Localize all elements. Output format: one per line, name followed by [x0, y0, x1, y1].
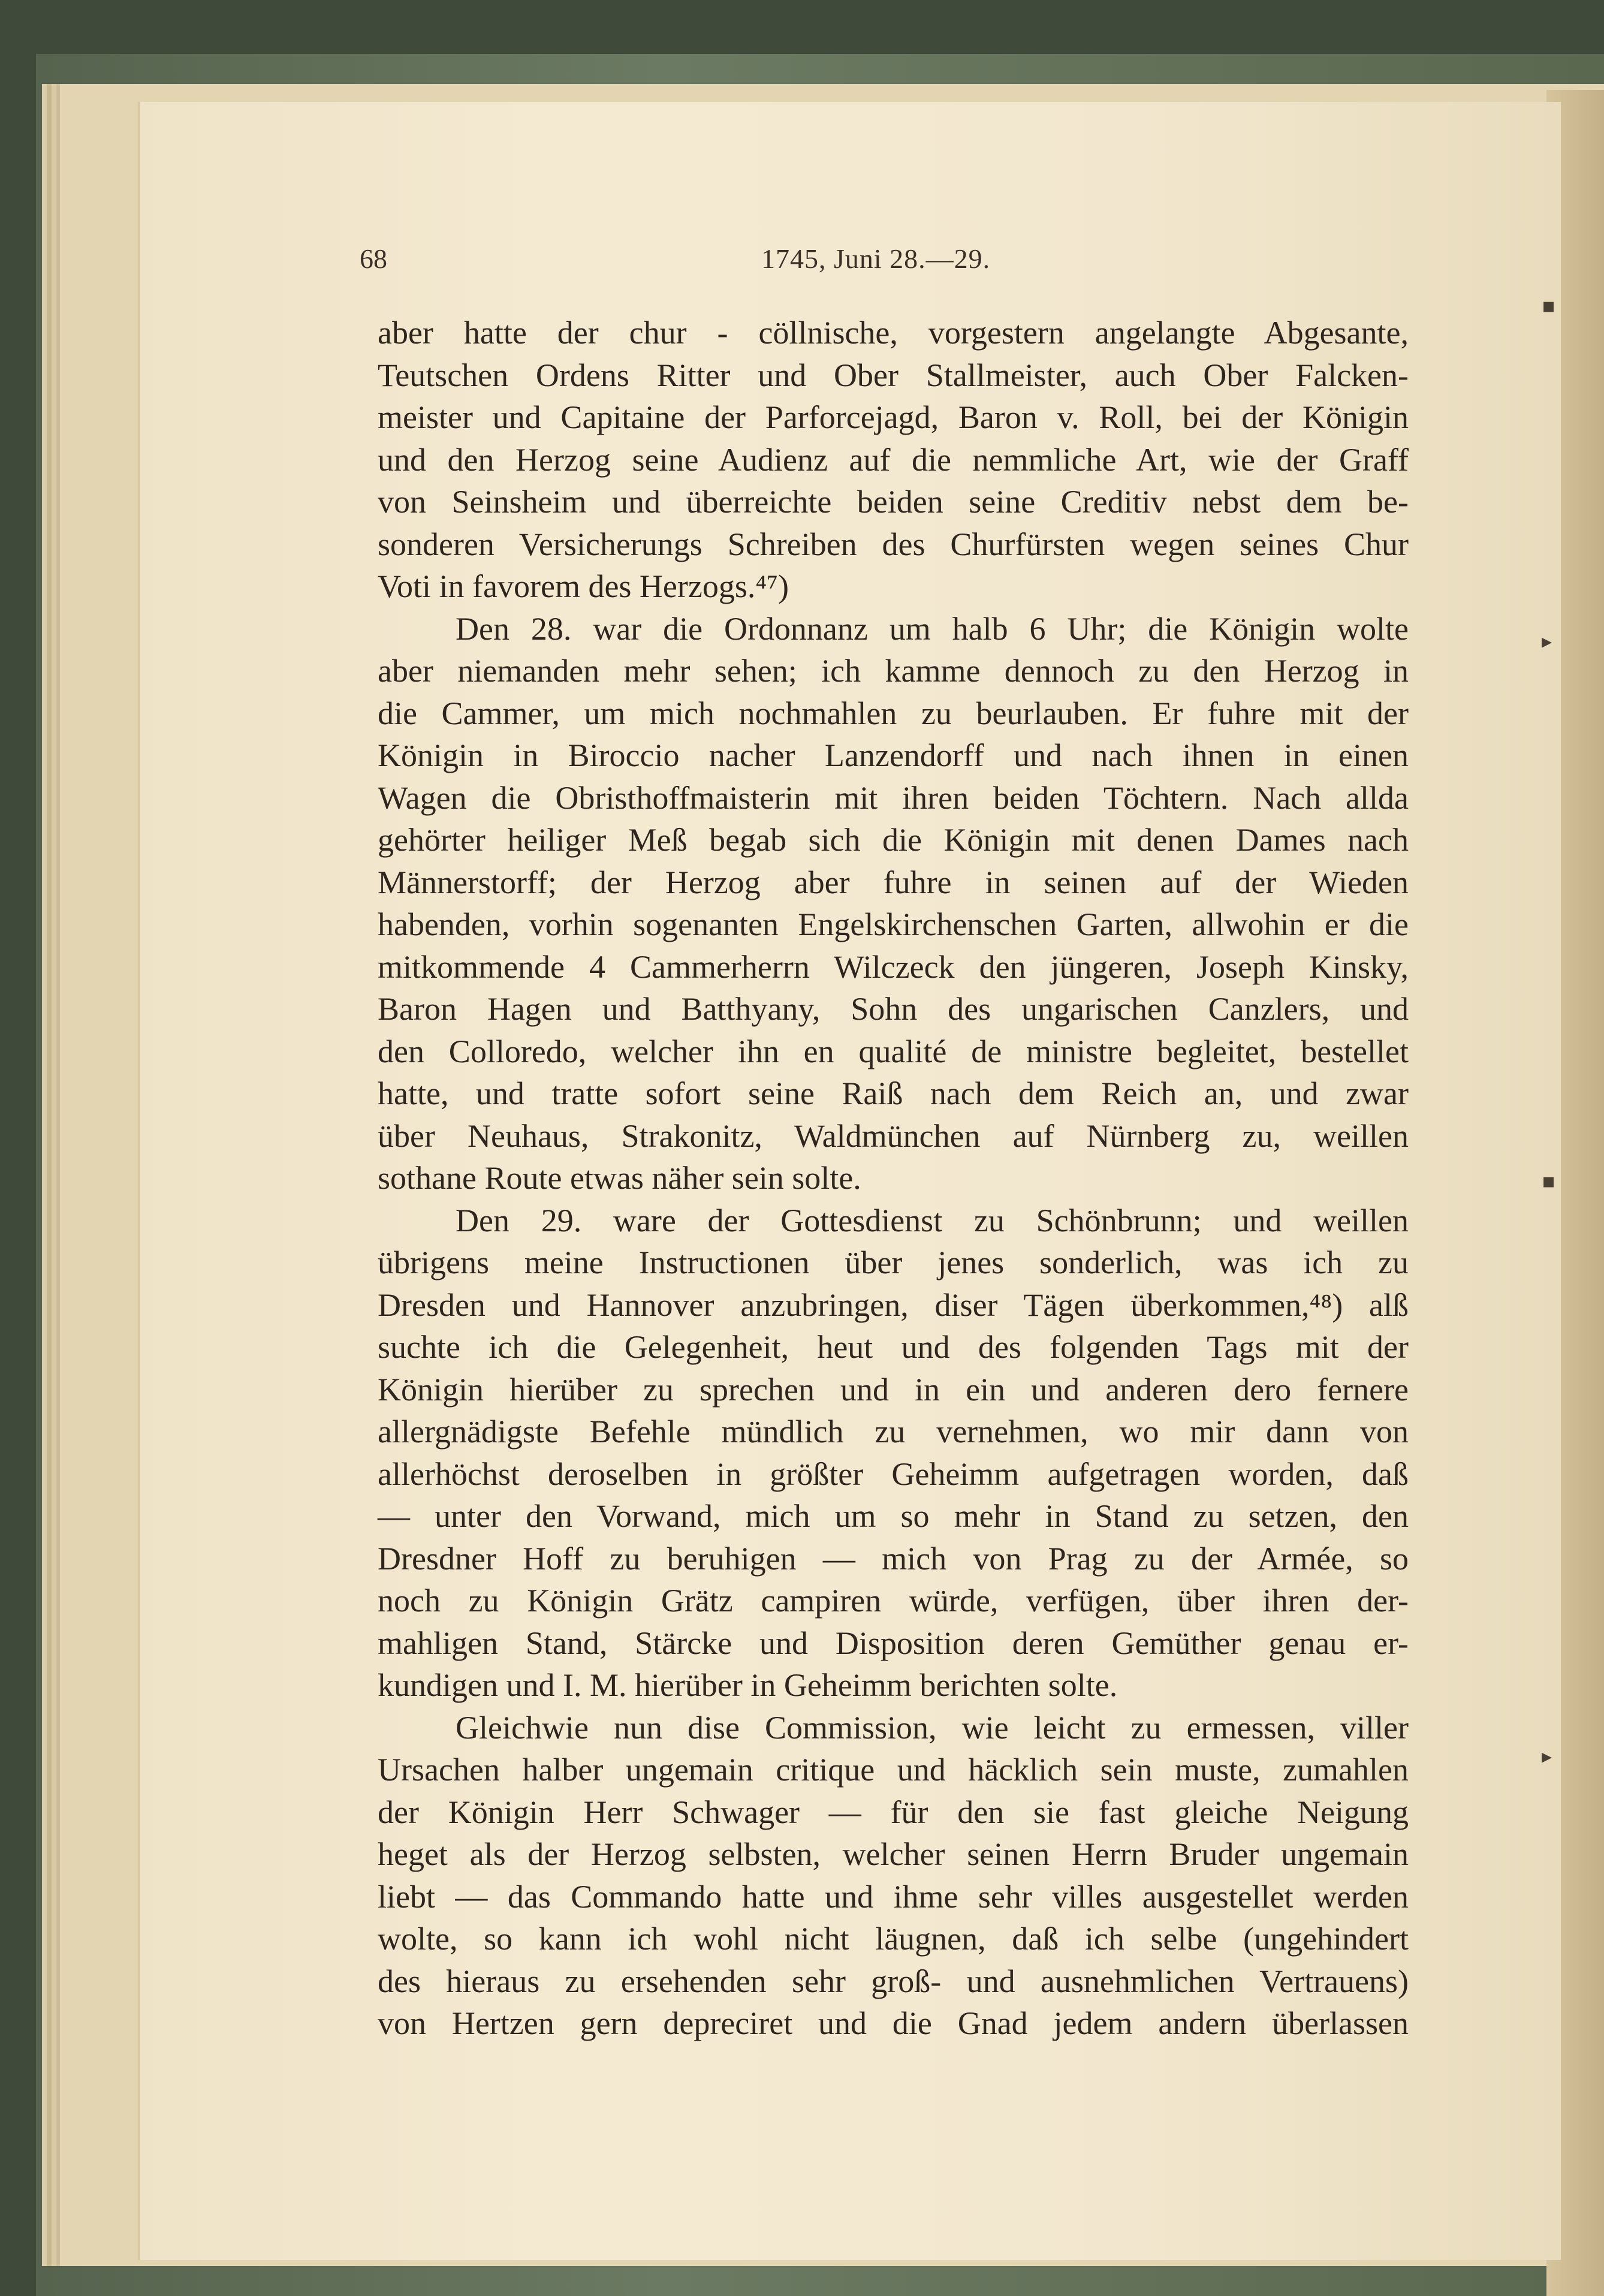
text-line: heget als der Herzog selbsten, welcher seinen Herrn Bruder ungemain	[378, 1836, 1409, 1872]
text-line: sonderen Versicherungs Schreiben des Churfürsten wegen seines Chur	[378, 526, 1409, 562]
text-line: hatte, und tratte sofort seine Raiß nach dem Reich an, und zwar	[378, 1075, 1409, 1111]
text-line: sothane Route etwas näher sein solte.	[378, 1160, 861, 1196]
text-line: Männerstorff; der Herzog aber fuhre in seinen auf der Wieden	[378, 864, 1409, 900]
text-line: liebt — das Commando hatte und ihme sehr villes ausgestellet werden	[378, 1878, 1409, 1915]
text-line: meister und Capitaine der Parforcejagd, Baron v. Roll, bei der Königin	[378, 399, 1409, 435]
text-line: — unter den Vorwand, mich um so mehr in Stand zu setzen, den	[378, 1498, 1409, 1534]
text-line: von Hertzen gern depreciret und die Gnad jedem andern überlassen	[378, 2005, 1409, 2041]
text-line: aber niemanden mehr sehen; ich kamme dennoch zu den Herzog in	[378, 653, 1409, 689]
text-line: Königin hierüber zu sprechen und in ein und anderen dero fernere	[378, 1371, 1409, 1408]
text-line: über Neuhaus, Strakonitz, Waldmünchen auf Nürnberg zu, weillen	[378, 1117, 1409, 1154]
text-line: mitkommende 4 Cammerherrn Wilczeck den jüngeren, Joseph Kinsky,	[378, 948, 1409, 985]
text-line: kundigen und I. M. hierüber in Geheimm berichten solte.	[378, 1667, 1118, 1703]
text-line: aber hatte der chur - cöllnische, vorgestern angelangte Abgesante,	[378, 315, 1409, 351]
body-text	[378, 312, 1409, 2045]
text-line: Gleichwie nun dise Commission, wie leicht zu ermessen, viller	[456, 1709, 1409, 1746]
text-line: und den Herzog seine Audienz auf die nemmliche Art, wie der Graff	[378, 441, 1409, 478]
text-line: mahligen Stand, Stärcke und Disposition deren Gemüther genau er-	[378, 1625, 1409, 1661]
page-number: 68	[360, 243, 387, 274]
text-line: suchte ich die Gelegenheit, heut und des folgenden Tags mit der	[378, 1329, 1409, 1365]
text-line: allerhöchst deroselben in größter Geheimm aufgetragen worden, daß	[378, 1456, 1409, 1492]
text-line: Königin in Biroccio nacher Lanzendorff und nach ihnen in einen	[378, 737, 1409, 773]
text-line: von Seinsheim und überreichte beiden seine Creditiv nebst dem be-	[378, 484, 1409, 520]
text-line: habenden, vorhin sogenanten Engelskirchenschen Garten, allwohin er die	[378, 906, 1409, 942]
running-header	[360, 243, 1067, 291]
text-line: Baron Hagen und Batthyany, Sohn des ungarischen Canzlers, und	[378, 991, 1409, 1027]
text-line: die Cammer, um mich nochmahlen zu beurlauben. Er fuhre mit der	[378, 695, 1409, 731]
running-title: 1745, Juni 28.—29.	[761, 243, 991, 274]
text-line: Den 29. ware der Gottesdienst zu Schönbrunn; und weillen	[456, 1202, 1409, 1239]
text-line: wolte, so kann ich wohl nicht läugnen, daß ich selbe (ungehindert	[378, 1921, 1409, 1957]
text-line: Dresdner Hoff zu beruhigen — mich von Prag zu der Armée, so	[378, 1540, 1409, 1577]
text-line: allergnädigste Befehle mündlich zu vernehmen, wo mir dann von	[378, 1414, 1409, 1450]
text-line: gehörter heiliger Meß begab sich die Königin mit denen Dames nach	[378, 822, 1409, 858]
text-line: Teutschen Ordens Ritter und Ober Stallmeister, auch Ober Falcken-	[378, 357, 1409, 393]
margin-speck: ▪	[1542, 1169, 1556, 1193]
text-line: übrigens meine Instructionen über jenes sonderlich, was ich zu	[378, 1245, 1409, 1280]
margin-speck: ▸	[1542, 1744, 1552, 1768]
text-line: der Königin Herr Schwager — für den sie fast gleiche Neigung	[378, 1794, 1409, 1830]
margin-speck: ▪	[1542, 294, 1556, 318]
text-line: noch zu Königin Grätz campiren würde, verfügen, über ihren der-	[378, 1583, 1409, 1619]
text-line: den Colloredo, welcher ihn en qualité de ministre begleitet, bestellet	[378, 1033, 1409, 1069]
text-line: des hieraus zu ersehenden sehr groß- und ausnehmlichen Vertrauens)	[378, 1963, 1409, 1999]
text-line: Ursachen halber ungemain critique und häcklich sein muste, zumahlen	[378, 1752, 1409, 1788]
margin-speck: ▸	[1542, 629, 1552, 653]
text-line: Dresden und Hannover anzubringen, diser Tägen überkommen,⁴⁸) alß	[378, 1286, 1409, 1323]
text-line: Wagen die Obristhoffmaisterin mit ihren beiden Töchtern. Nach allda	[378, 779, 1409, 816]
text-line: Den 28. war die Ordonnanz um halb 6 Uhr; die Königin wolte	[456, 610, 1409, 647]
text-line: Voti in favorem des Herzogs.⁴⁷)	[378, 568, 789, 604]
